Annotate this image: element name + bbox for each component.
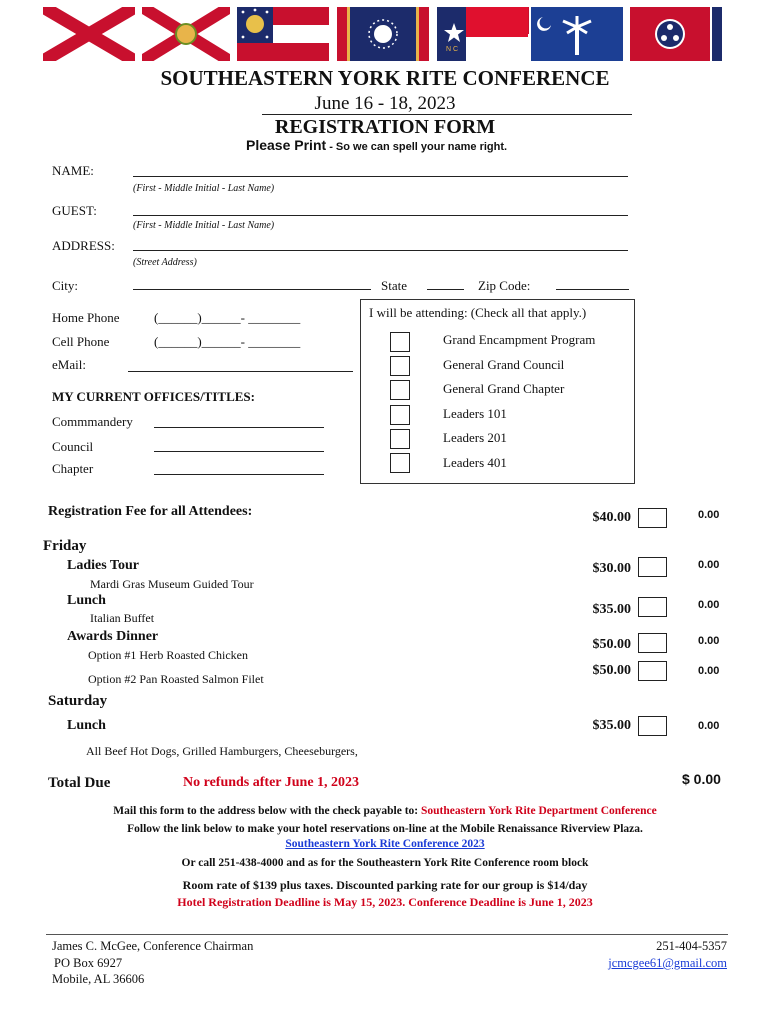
option2-amount: 0.00 [698,665,720,677]
attending-checkbox-1[interactable] [390,332,410,352]
name-hint: (First - Middle Initial - Last Name) [133,183,275,194]
address-field[interactable] [133,250,628,251]
friday-lunch-qty-box[interactable] [638,597,667,617]
friday-lunch-label: Lunch [67,593,106,608]
po-box: PO Box 6927 [54,956,123,970]
mail-instructions: Mail this form to the address below with the check payable to: Southeastern York Rite Department Conference [113,805,657,817]
saturday-lunch-qty-box[interactable] [638,716,667,736]
home-phone-label: Home Phone [52,310,120,325]
friday-lunch-desc: Italian Buffet [90,611,155,625]
footer-city: Mobile, AL 36606 [52,972,145,986]
florida-flag [142,7,230,61]
attending-option-label: Grand Encampment Program [443,332,596,347]
ladies-tour-amount: 0.00 [698,559,720,571]
attending-option-label: Leaders 401 [443,455,507,470]
chairman-email-link[interactable]: jcmcgee61@gmail.com [608,956,727,970]
tennessee-flag-right [630,7,722,61]
city-field[interactable] [133,289,371,290]
alabama-flag [43,7,135,61]
georgia-flag [237,7,329,61]
chairman-name: James C. McGee, Conference Chairman [52,939,254,953]
svg-text:N C: N C [446,46,459,53]
attending-checkbox-4[interactable] [390,405,410,425]
option1-amount: 0.00 [698,635,720,647]
name-field[interactable] [133,176,628,177]
form-title: REGISTRATION FORM [274,116,496,138]
saturday-heading: Saturday [48,693,108,709]
offices-heading: MY CURRENT OFFICES/TITLES: [52,389,255,404]
attending-checkbox-2[interactable] [390,356,410,376]
conference-title: SOUTHEASTERN YORK RITE CONFERENCE [160,66,610,90]
address-label: ADDRESS: [52,238,115,253]
hotel-link-wrap [0,838,770,850]
ladies-tour-label: Ladies Tour [67,558,139,573]
south-carolina-flag [531,7,623,61]
friday-heading: Friday [43,538,87,554]
cell-phone-field[interactable]: (______)______- ________ [154,334,301,349]
option1-qty-box[interactable] [638,633,667,653]
chairman-email-wrap [560,956,727,971]
registration-amount: 0.00 [698,509,720,521]
city-label: City: [52,278,79,293]
conference-dates: June 16 - 18, 2023 [314,93,456,114]
ladies-tour-qty-box[interactable] [638,557,667,577]
deadlines-note: Hotel Registration Deadline is May 15, 2023. Conference Deadline is June 1, 2023 [177,895,593,909]
attending-heading: I will be attending: (Check all that apply.) [369,305,587,320]
zip-label: Zip Code: [478,278,531,293]
attending-checkbox-5[interactable] [390,429,410,449]
commandery-label: Commmandery [52,414,133,429]
guest-label: GUEST: [52,203,97,218]
chapter-field[interactable] [154,474,324,475]
attending-option-label: General Grand Council [443,357,565,372]
total-due-amount: $ 0.00 [682,771,721,787]
saturday-lunch-label: Lunch [67,718,106,733]
total-due-label: Total Due [48,775,111,791]
attending-option-label: General Grand Chapter [443,381,565,396]
address-hint: (Street Address) [133,257,197,268]
option2-label: Option #2 Pan Roasted Salmon Filet [88,672,264,686]
room-rate-note: Room rate of $139 plus taxes. Discounted parking rate for our group is $14/day [182,878,588,892]
registration-qty-box[interactable] [638,508,667,528]
home-phone-field[interactable]: (______)______- ________ [154,310,301,325]
saturday-lunch-amount: 0.00 [698,720,720,732]
saturday-lunch-desc: All Beef Hot Dogs, Grilled Hamburgers, Cheeseburgers, [86,744,358,758]
cell-phone-label: Cell Phone [52,334,110,349]
ladies-tour-desc: Mardi Gras Museum Guided Tour [90,577,254,591]
state-label: State [381,278,407,293]
payee-name: Southeastern York Rite Department Conference [421,805,657,817]
email-field[interactable] [128,371,353,372]
header-rule [262,114,632,115]
name-label: NAME: [52,163,94,178]
friday-lunch-price: $35.00 [592,602,631,617]
attending-checkbox-6[interactable] [390,453,410,473]
ladies-tour-price: $30.00 [592,561,631,576]
hotel-instructions: Follow the link below to make your hotel reservations on-line at the Mobile Renaissance Riverview Plaza. [127,823,643,835]
commandery-field[interactable] [154,427,324,428]
guest-field[interactable] [133,215,628,216]
no-refunds-note: No refunds after June 1, 2023 [183,775,360,790]
friday-lunch-amount: 0.00 [698,599,720,611]
hotel-reservation-link[interactable]: Southeastern York Rite Conference 2023 [285,838,485,850]
council-label: Council [52,439,94,454]
option1-price: $50.00 [592,637,631,652]
footer-rule [46,934,728,935]
council-field[interactable] [154,451,324,452]
mississippi-flag [337,7,429,61]
zip-field[interactable] [556,289,629,290]
call-instructions: Or call 251-438-4000 and as for the Southeastern York Rite Conference room block [181,857,589,869]
red-white-flag [466,7,528,61]
saturday-lunch-price: $35.00 [592,718,631,733]
option2-qty-box[interactable] [638,661,667,681]
option2-price: $50.00 [592,663,631,678]
attending-option-label: Leaders 101 [443,406,507,421]
registration-fee-price: $40.00 [592,510,631,525]
chapter-label: Chapter [52,461,94,476]
option1-label: Option #1 Herb Roasted Chicken [88,648,248,662]
attending-checkbox-3[interactable] [390,380,410,400]
awards-dinner-label: Awards Dinner [67,629,159,644]
guest-hint: (First - Middle Initial - Last Name) [133,220,275,231]
chairman-phone: 251-404-5357 [656,939,727,953]
email-label: eMail: [52,357,86,372]
state-field[interactable] [427,289,464,290]
please-print-note: Please Print - So we can spell your name right. [246,137,508,153]
registration-fee-label: Registration Fee for all Attendees: [48,504,253,519]
attending-option-label: Leaders 201 [443,430,507,445]
